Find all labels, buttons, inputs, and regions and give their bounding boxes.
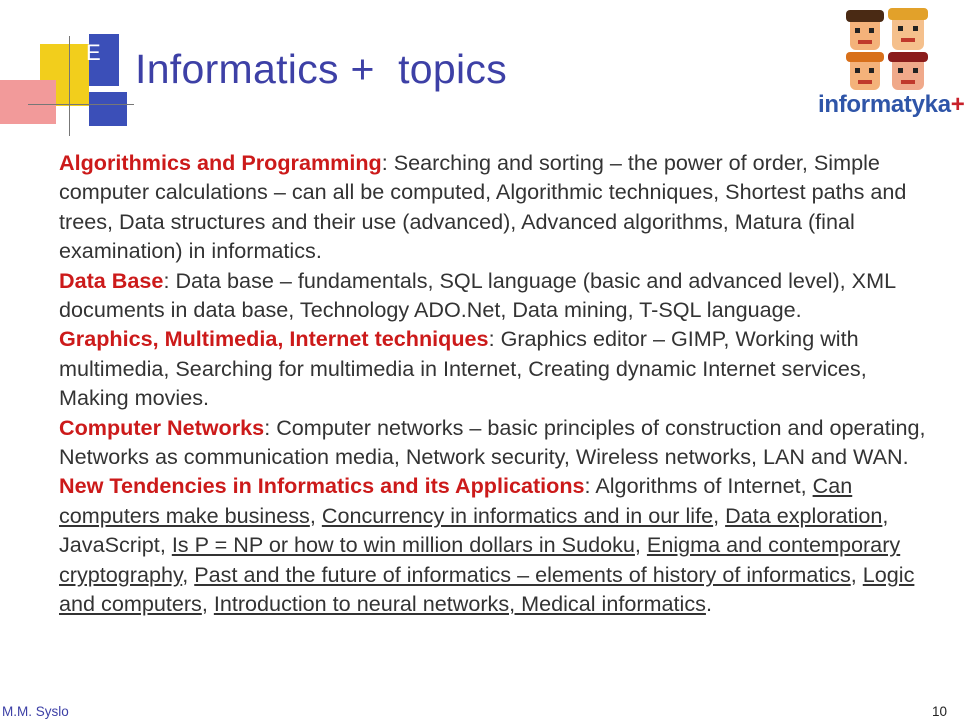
topic-paragraph: Graphics, Multimedia, Internet techniques: Graphics editor – GIMP, Working with multimedia, Searching for multimedia in Internet, Creating dynamic Internet services, Making movies. bbox=[59, 326, 867, 411]
title-decor-letter: E bbox=[86, 40, 101, 65]
topic-heading: Data Base bbox=[59, 267, 164, 293]
topic-link[interactable]: Enigma and contemporary cryptography bbox=[59, 532, 901, 587]
topic-text: Graphics editor – GIMP, Working with multimedia, Searching for multimedia in Internet, Creating dynamic Internet services, Making movies. bbox=[59, 326, 867, 411]
topic-link[interactable]: Logic and computers bbox=[59, 561, 915, 617]
topic-link[interactable]: Is P = NP or how to win million dollars in Sudoku bbox=[171, 532, 635, 558]
topic-heading: New Tendencies in Informatics and its Applications bbox=[59, 473, 585, 499]
slide-title: Informatics + topics bbox=[135, 46, 508, 92]
decor-vertical-line bbox=[69, 36, 70, 136]
decor-red-square bbox=[0, 80, 56, 124]
topic-paragraph: Computer Networks: Computer networks – basic principles of construction and operating, Networks as communication media, Network security, Wireless networks, LAN and WAN. bbox=[59, 414, 926, 470]
topic-paragraph: Data Base: Data base – fundamentals, SQL language (basic and advanced level), XML documents in data base, Technology ADO.Net, Data mining, T-SQL language. bbox=[59, 267, 896, 323]
topic-link[interactable]: Concurrency in informatics and in our life bbox=[321, 502, 714, 528]
page-number: 10 bbox=[931, 704, 947, 719]
decor-blue-square-small bbox=[89, 92, 127, 126]
topic-text: Algorithms of Internet, bbox=[595, 473, 813, 499]
face-bottom-right bbox=[888, 52, 928, 90]
topic-heading: Computer Networks bbox=[59, 414, 265, 440]
decor-horizontal-line bbox=[28, 104, 134, 105]
topic-link[interactable]: Data exploration bbox=[725, 502, 883, 528]
topic-link[interactable]: Introduction to neural networks, Medical informatics bbox=[213, 591, 706, 617]
author-footer: M.M. Syslo bbox=[2, 704, 69, 719]
topic-text: Computer networks – basic principles of construction and operating, Networks as communication media, Network security, Wireless networks, LAN and WAN. bbox=[59, 414, 926, 470]
face-top-right bbox=[888, 8, 928, 50]
topic-text: Searching and sorting – the power of order, Simple computer calculations – can all be computed, Algorithmic techniques, Shortest paths and trees, Data structures and their use (advanced), Advanced algorithms, Matura (final examination) in informatics. bbox=[59, 150, 907, 264]
face-top-left bbox=[846, 10, 884, 50]
topic-heading: Algorithmics and Programming bbox=[59, 150, 382, 175]
topic-text: Data base – fundamentals, SQL language (basic and advanced level), XML documents in data base, Technology ADO.Net, Data mining, T-SQL language. bbox=[59, 267, 896, 323]
topic-text: JavaScript bbox=[59, 532, 160, 558]
topic-heading: Graphics, Multimedia, Internet techniques bbox=[59, 326, 489, 352]
topics-list bbox=[59, 148, 939, 619]
topic-paragraph: Algorithmics and Programming: Searching and sorting – the power of order, Simple computer calculations – can all be computed, Algorithmic techniques, Shortest paths and trees, Data structures and their use (advanced), Advanced algorithms, Matura (final examination) in informatics. bbox=[59, 150, 907, 264]
face-bottom-left bbox=[846, 52, 884, 90]
topic-link[interactable]: Past and the future of informatics – elements of history of informatics bbox=[194, 561, 851, 587]
logo-wordmark: informatyka+ bbox=[818, 91, 964, 118]
topic-paragraph: New Tendencies in Informatics and its Applications: Algorithms of Internet, Can computers make business, Concurrency in informatics and in our life, Data exploration, JavaScript, Is P = NP or how to win million dollars in Sudoku, Enigma and contemporary cryptography, Past and the future of informatics – elements of history of informatics, Logic and computers, Introduction to neural networks, Medical informatics. bbox=[59, 473, 915, 617]
topic-link[interactable]: Can computers make business bbox=[59, 473, 853, 528]
